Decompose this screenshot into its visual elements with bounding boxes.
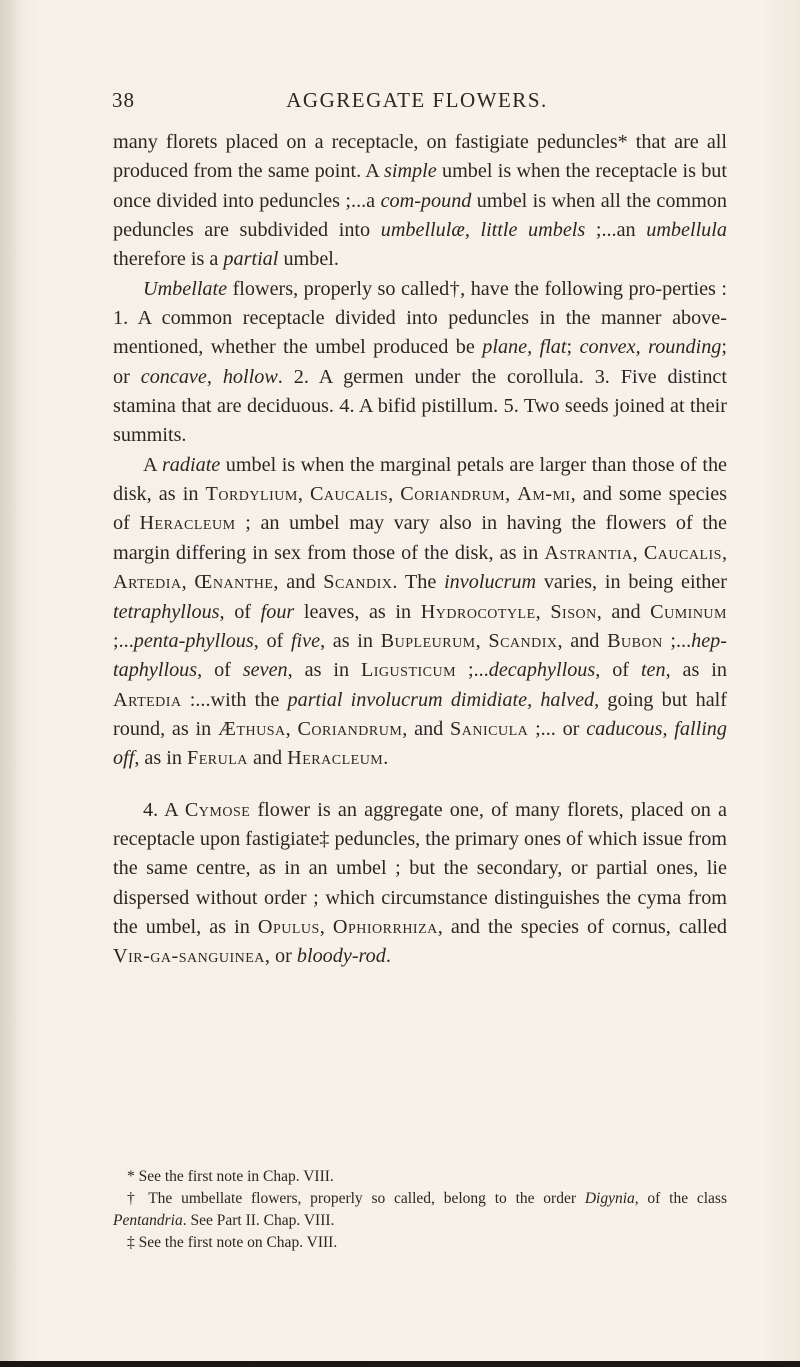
small-caps-name: Heracleum [139, 512, 236, 535]
text-run: , and the species of cornus, called [437, 915, 728, 938]
small-caps-name: Vir-ga-sanguinea [113, 945, 265, 968]
footnotes [113, 1166, 727, 1254]
italic-text: com-pound [380, 189, 472, 212]
text-run: umbel is when all the common peduncles are subdivided into [113, 189, 727, 242]
body-text [113, 128, 727, 972]
text-run: , [388, 483, 401, 506]
small-caps-name: Cuminum [650, 600, 727, 623]
text-run: . 2. A germen under the corollula. 3. Five distinct stamina that are deciduous. 4. A bifid pistillum. 5. Two seeds joined at their summits. [113, 365, 727, 447]
text-run: ;... or [528, 717, 587, 740]
text-run: , as in [134, 747, 188, 770]
page-gutter-shadow [0, 0, 22, 1367]
small-caps-name: Scandix [488, 629, 558, 652]
italic-text: partial involucrum dimidiate, halved [287, 688, 595, 711]
running-head: AGGREGATE FLOWERS. [286, 88, 548, 112]
small-caps-name: Hydrocotyle [420, 600, 536, 623]
small-caps-name: Sison [550, 600, 597, 623]
text-run: ; an umbel may vary also in having the flowers of the margin differing in sex from those of the disk, as in [113, 512, 727, 564]
text-run: , [297, 483, 310, 506]
italic-text: seven [242, 659, 288, 682]
small-caps-name: Artedia [113, 688, 182, 711]
text-run: , as in [320, 629, 381, 652]
italic-text: partial [223, 248, 279, 271]
text-run: umbel is when the receptacle is but once divided into peduncles ;...a [113, 160, 727, 212]
italic-text: decaphyllous [488, 659, 596, 682]
paragraph-umbel-definition [113, 128, 727, 275]
text-run: flower is an aggregate one, of many florets, placed on a receptacle upon fastigiate‡ peduncles, the primary ones of which issue from the same centre, as in an umbel ; but the secondary, or partial ones, lie dispersed without order ; which circumstance distinguishes the cyma from the umbel, as in [113, 798, 727, 938]
text-run: , [181, 571, 195, 594]
text-run: , [285, 717, 298, 740]
text-run: ; or [113, 336, 727, 388]
text-run: A [143, 453, 162, 476]
paragraph-cymose-flower [113, 796, 727, 972]
text-run: umbel is when the marginal petals are larger than those of the disk, as in [113, 453, 728, 506]
italic-text: caducous, falling off [113, 717, 727, 770]
text-run: , [319, 915, 333, 938]
small-caps-name: Coriandrum [400, 483, 506, 506]
text-run: , [721, 541, 728, 564]
text-run: , [632, 541, 644, 564]
text-run: :...with the [181, 688, 288, 711]
italic-text: umbellulæ, little umbels [380, 219, 586, 242]
text-run: . [385, 945, 391, 968]
paragraph-radiate-umbel [113, 451, 727, 774]
text-run: , of [595, 659, 641, 682]
text-run: leaves, as in [294, 600, 421, 623]
small-caps-name: Heracleum [287, 747, 384, 770]
text-run: varies, in being either [536, 571, 727, 594]
italic-text: simple [384, 160, 437, 183]
footnote-double-dagger [113, 1232, 727, 1254]
text-run: many florets placed on a receptacle, on fastigiate peduncles* that are all produced from the same point. A [113, 131, 727, 183]
text-run: therefore is a [113, 248, 224, 271]
italic-text: convex, rounding [579, 336, 722, 359]
text-run: , as in [665, 659, 727, 682]
italic-text: radiate [161, 453, 221, 476]
small-caps-name: Æthusa [218, 717, 286, 740]
italic-text: bloody-rod [296, 945, 386, 968]
small-caps-name: Coriandrum [297, 717, 403, 740]
paragraph-gap [113, 774, 727, 796]
italic-text: Pentandria [113, 1212, 183, 1229]
text-run: ‡ See the first note on Chap. VIII. [127, 1234, 338, 1251]
text-run: 4. A [143, 798, 185, 821]
text-run: , and some species of [113, 483, 728, 535]
small-caps-name: Artedia [113, 571, 182, 594]
text-run: , of [253, 629, 291, 652]
text-run: , [475, 629, 489, 652]
small-caps-name: Opulus [257, 915, 320, 938]
text-run: * See the first note in Chap. VIII. [127, 1168, 334, 1185]
small-caps-name: Bupleurum [380, 629, 476, 652]
italic-text: ten [640, 659, 666, 682]
italic-text: penta-phyllous [133, 629, 254, 652]
text-run: flowers, properly so called†, have the following pro-perties : 1. A common receptacle divided into peduncles in the manner above-mentioned, whether the umbel produced be [113, 277, 727, 359]
text-run: , of the class [634, 1190, 727, 1207]
text-run: , of [219, 600, 261, 623]
text-run: , and [273, 571, 324, 594]
italic-text: five [290, 629, 321, 652]
footnote-dagger [113, 1188, 727, 1232]
text-run: . The [392, 571, 445, 594]
text-run: † The umbellate flowers, properly so called, belong to the order [127, 1190, 585, 1207]
text-run: , as in [287, 659, 361, 682]
italic-text: four [260, 600, 295, 623]
small-caps-name: Am-mi [517, 483, 571, 506]
text-run: ; [566, 336, 580, 359]
small-caps-name: Astrantia [544, 541, 633, 564]
text-run: , or [264, 945, 297, 968]
small-caps-name: Ophiorrhiza [332, 915, 438, 938]
italic-text: umbellula [646, 219, 727, 242]
small-caps-name: Bubon [607, 629, 663, 652]
page-header [112, 88, 722, 118]
paragraph-umbellate-properties [113, 275, 727, 451]
text-run: ;... [113, 629, 134, 652]
italic-text: involucrum [444, 571, 537, 594]
small-caps-name: Œnanthe [194, 571, 274, 594]
italic-text: Umbellate [143, 277, 228, 300]
italic-text: concave, hollow [140, 365, 278, 388]
text-run: . See Part II. Chap. VIII. [182, 1212, 335, 1229]
text-run: , and [402, 717, 451, 740]
text-run: , and [596, 600, 651, 623]
text-run: and [247, 747, 288, 770]
small-caps-name: Caucalis [643, 541, 722, 564]
text-run: , going but half round, as in [113, 688, 727, 740]
small-caps-name: Ferula [187, 747, 248, 770]
small-caps-name: Scandix [323, 571, 393, 594]
italic-text: plane, flat [482, 336, 567, 359]
text-run: . [383, 747, 389, 770]
text-run: , [535, 600, 551, 623]
italic-text: tetraphyllous [113, 600, 220, 623]
small-caps-name: Tordylium [205, 483, 298, 506]
text-run: , [505, 483, 518, 506]
small-caps-name: Ligusticum [360, 659, 457, 682]
text-run: ;... [456, 659, 489, 682]
text-run: , of [197, 659, 243, 682]
italic-text: hep-taphyllous [113, 629, 727, 682]
page-bottom-edge [0, 1361, 800, 1367]
text-run: ;...an [585, 219, 647, 242]
text-run: , and [557, 629, 608, 652]
italic-text: Digynia [584, 1190, 635, 1207]
text-run: ;... [662, 629, 692, 652]
page-number: 38 [112, 88, 135, 112]
footnote-asterisk [113, 1166, 727, 1188]
text-run: umbel. [278, 248, 339, 271]
small-caps-name: Cymose [184, 798, 251, 821]
small-caps-name: Caucalis [309, 483, 389, 506]
small-caps-name: Sanicula [450, 717, 529, 740]
